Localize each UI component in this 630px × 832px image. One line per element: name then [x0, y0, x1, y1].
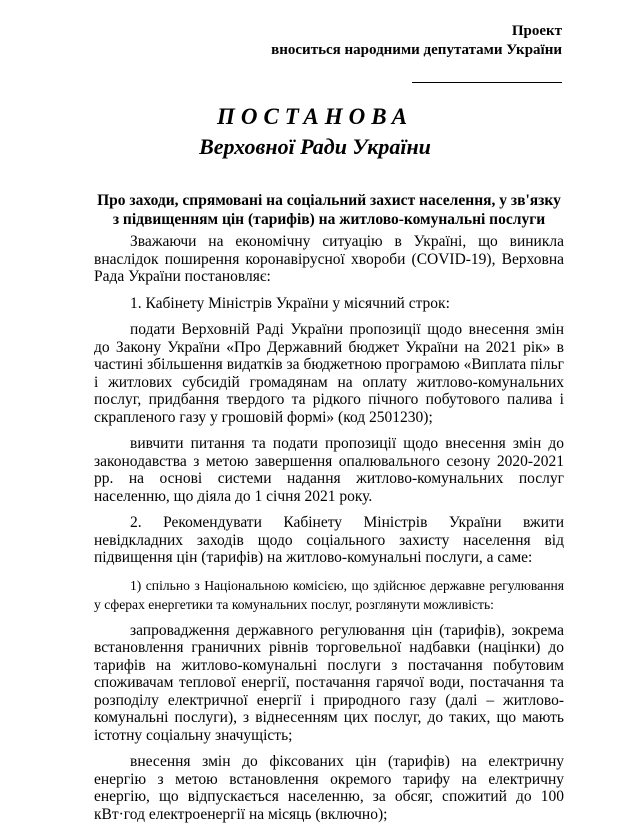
- clause-1a-paragraph: подати Верховній Раді України пропозиції щодо внесення змін до Закону України «Про Державний бюджет України на 2021 рік» в частині збільшення видатків за бюджетною програмою «Виплата пільг і житлових субсидій громадянам на оплату житлово-комунальних послуг, придбання твердого та рідкого пічного побутового палива і скрапленого газу у грошовій формі» (код 2501230);: [94, 321, 564, 426]
- clause-2-1-paragraph: 1) спільно з Національною комісією, що здійснює державне регулювання у сферах енергетики та комунальних послуг, розглянути можливість:: [94, 577, 564, 612]
- clause-2-1b-paragraph: внесення змін до фіксованих цін (тарифів) на електричну енергію з метою встановлення окремого тарифу на електричну енергію, що відпускається населенню, за обсяг, спожитий до 100 кВт·год електроенергії на місяць (включно);: [94, 753, 564, 823]
- preamble-paragraph: Зважаючи на економічну ситуацію в Україні, що виникла внаслідок поширення коронавірусної хвороби (COVID-19), Верховна Рада України постановляє:: [94, 233, 564, 285]
- clause-1-paragraph: 1. Кабінету Міністрів України у місячний строк:: [130, 294, 450, 312]
- document-subject: Про заходи, спрямовані на соціальний захист населення, у зв'язку з підвищенням цін (тарифів) на житлово-комунальні послуги: [97, 192, 561, 228]
- signature-line: [412, 60, 562, 83]
- draft-label: Проект: [511, 23, 562, 39]
- document-body: [94, 233, 564, 832]
- submitter-label: вноситься народними депутатами України: [271, 42, 562, 58]
- draft-header: [271, 22, 562, 83]
- clause-1b-paragraph: вивчити питання та подати пропозиції щодо внесення змін до законодавства з метою завершення опалювального сезону 2020-2021 рр. на основі системи надання житлово-комунальних послуг населенню, що діяла до 1 січня 2021 року.: [94, 435, 564, 505]
- document-title: [0, 104, 630, 160]
- title-parliament: Верховної Ради України: [199, 134, 431, 159]
- title-resolution: ПОСТАНОВА: [216, 104, 414, 129]
- clause-2-1a-paragraph: запровадження державного регулювання цін (тарифів), зокрема встановлення граничних рівнів торговельної надбавки (націнки) до тарифів на житлово-комунальні послуги з постачання побутовим споживачам теплової енергії, постачання гарячої води, постачання та розподілу електричної енергії і природного газу (далі – житлово-комунальні послуги), з віднесенням цих послуг, до таких, що мають істотну соціальну значущість;: [94, 621, 564, 744]
- clause-2-paragraph: 2. Рекомендувати Кабінету Міністрів України вжити невідкладних заходів щодо соціального захисту населення від підвищення цін (тарифів) на житлово-комунальні послуги, а саме:: [94, 514, 564, 566]
